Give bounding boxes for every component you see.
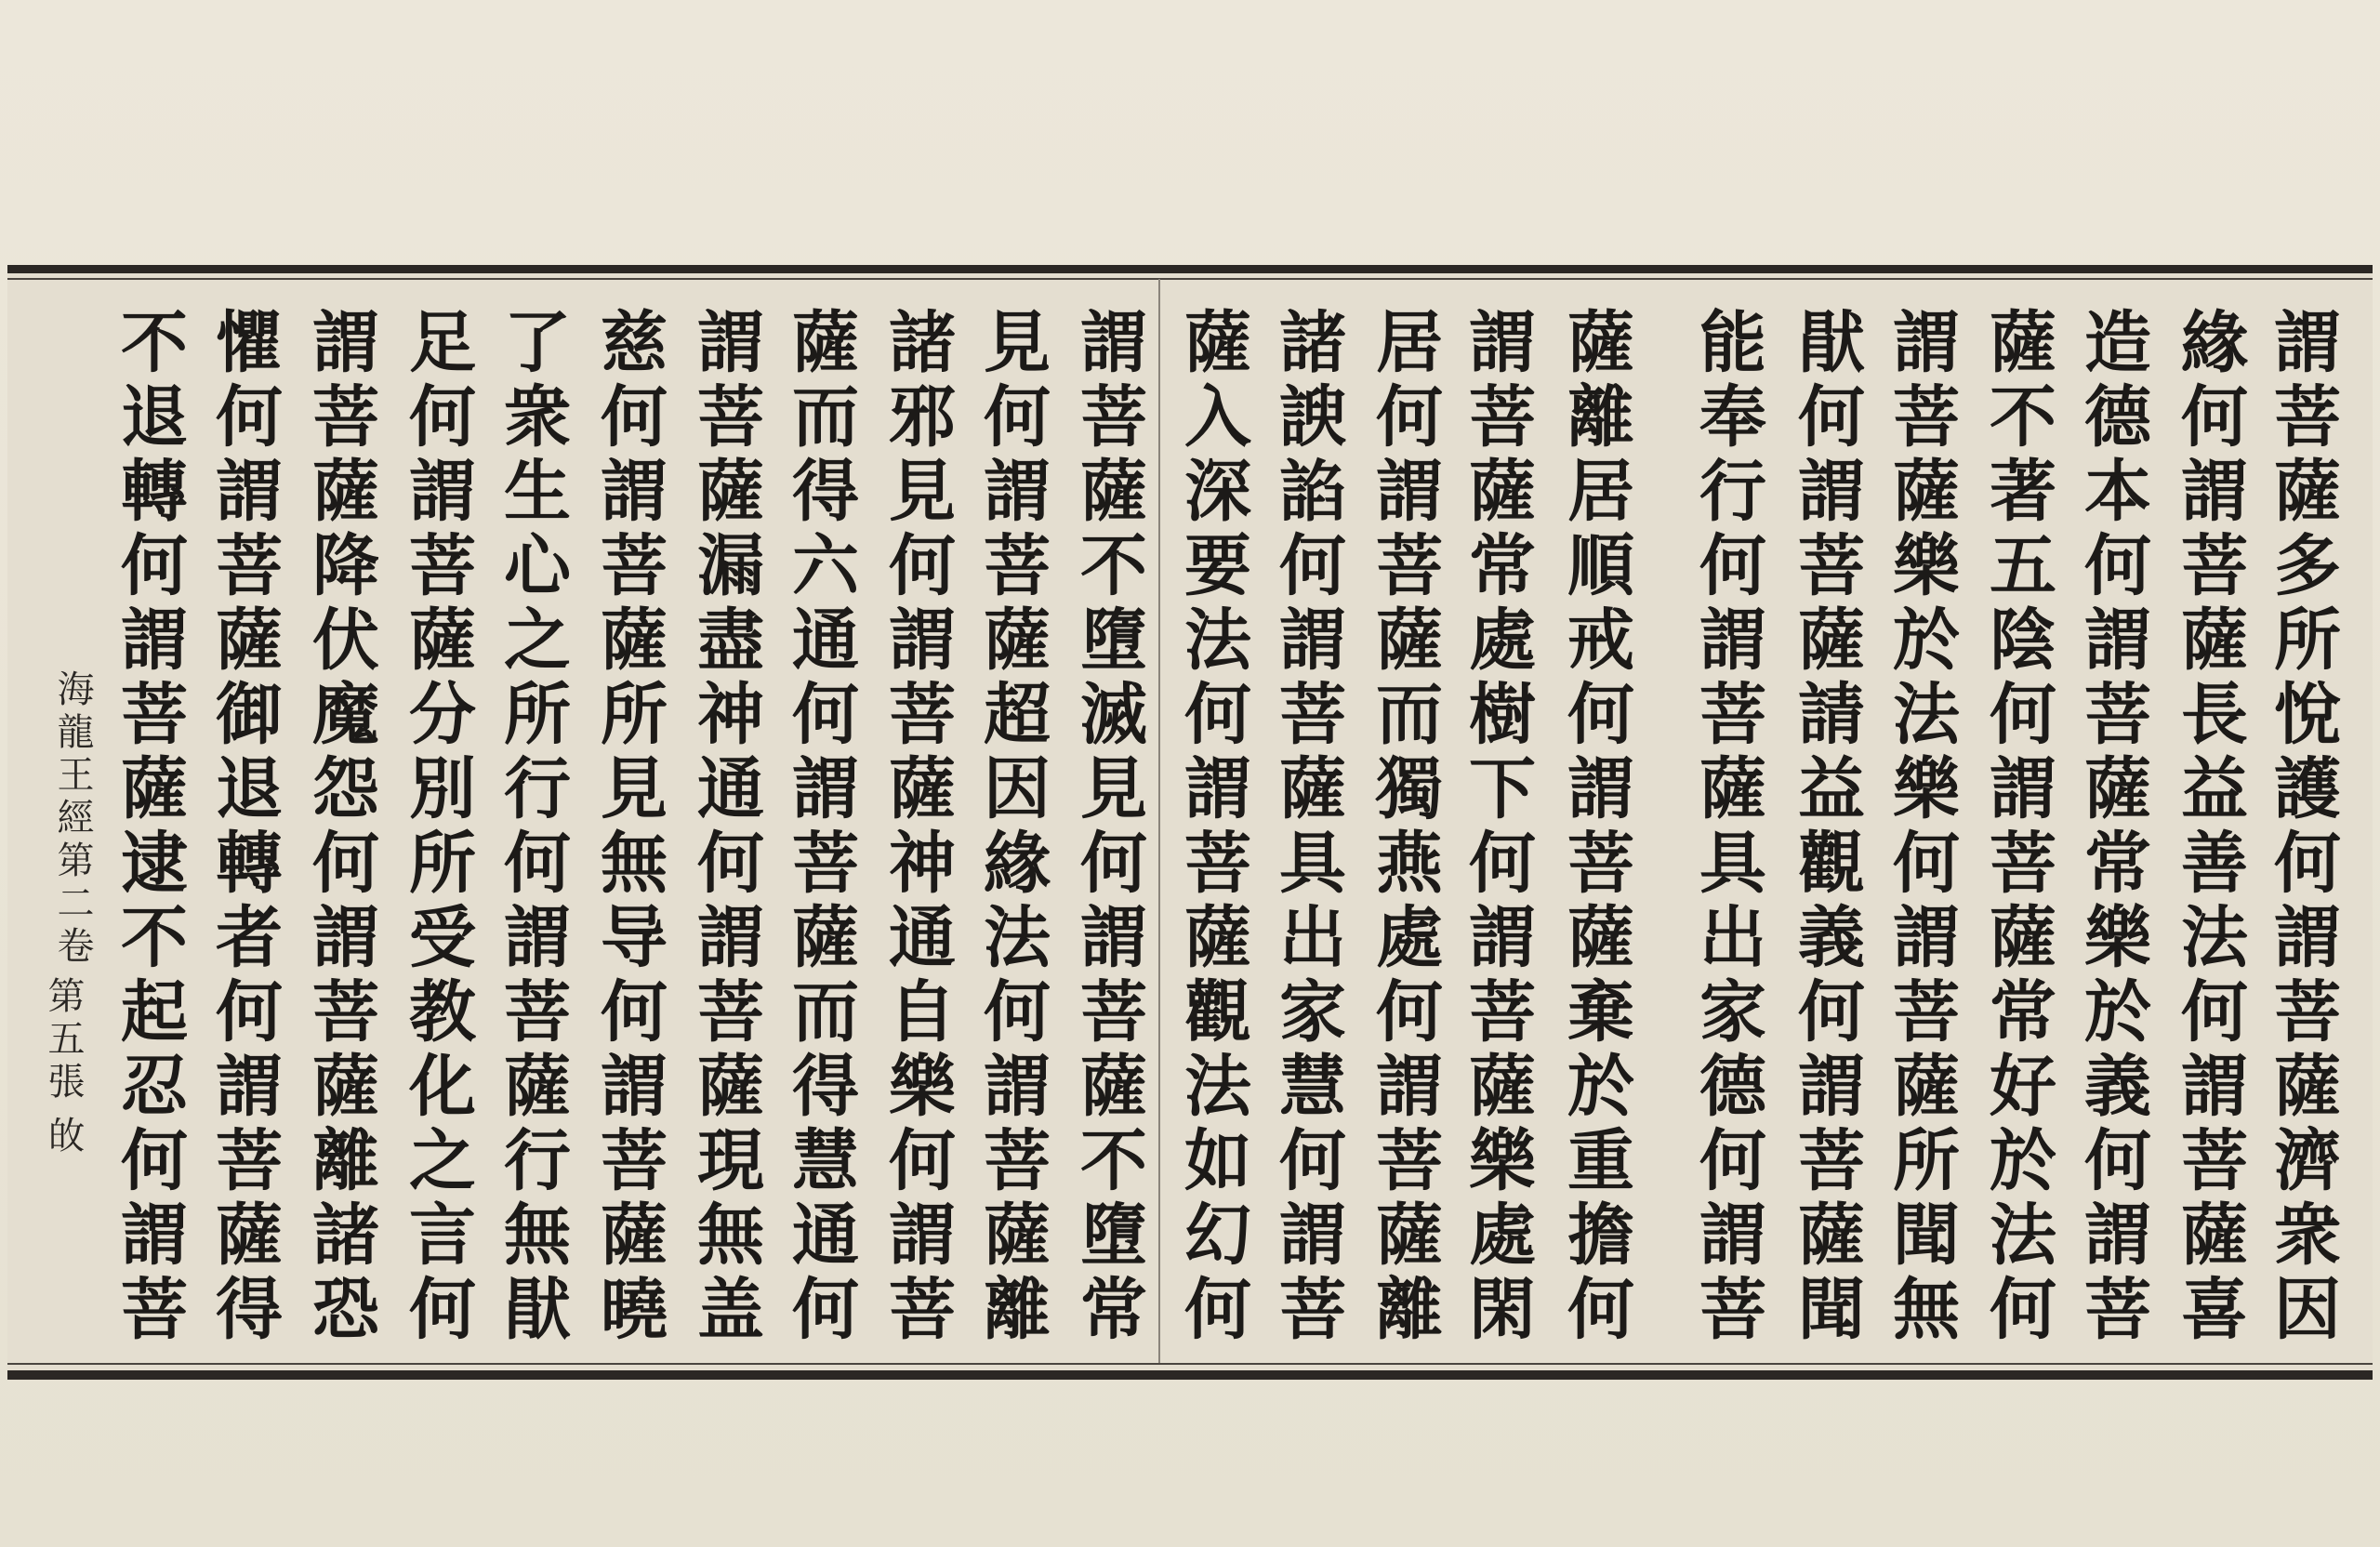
text-column: 薩離居順戒何謂菩薩棄於重擔何 (1556, 307, 1635, 1348)
bottom-border-inner-rule (7, 1363, 2373, 1365)
text-column: 了衆生心之所行何謂菩薩行無猒 (493, 307, 572, 1348)
text-column: 謂菩薩多所悅護何謂菩薩濟衆因 (2263, 307, 2342, 1348)
text-column: 薩不著五陰何謂菩薩常好於法何 (1978, 307, 2057, 1348)
text-column: 謂菩薩降伏魔怨何謂菩薩離諸恐 (301, 307, 380, 1348)
top-border-rule (7, 265, 2373, 273)
text-column: 懼何謂菩薩御退轉者何謂菩薩得 (205, 307, 284, 1348)
colophon-carver: 敀 (42, 1116, 85, 1158)
text-column: 薩入深要法何謂菩薩觀法如幻何 (1173, 307, 1252, 1348)
text-column: 造德本何謂菩薩常樂於義何謂菩 (2073, 307, 2152, 1348)
text-column: 居何謂菩薩而獨燕處何謂菩薩離 (1365, 307, 1444, 1348)
text-column: 諸邪見何謂菩薩神通自樂何謂菩 (878, 307, 957, 1348)
text-column: 諸諛諂何謂菩薩具出家慧何謂菩 (1268, 307, 1347, 1348)
text-column: 慈何謂菩薩所見無导何謂菩薩曉 (589, 307, 668, 1348)
text-column: 緣何謂菩薩長益善法何謂菩薩喜 (2170, 307, 2249, 1348)
bottom-border-rule (7, 1370, 2373, 1380)
colophon-sheet-number: 第五張 (42, 976, 85, 1104)
text-column: 謂菩薩漏盡神通何謂菩薩現無盖 (686, 307, 765, 1348)
text-column: 謂菩薩不墮滅見何謂菩薩不墮常 (1069, 307, 1148, 1348)
text-column: 猒何謂菩薩請益觀義何謂菩薩聞 (1787, 307, 1866, 1348)
text-column: 謂菩薩樂於法樂何謂菩薩所聞無 (1882, 307, 1961, 1348)
text-column: 謂菩薩常處樹下何謂菩薩樂處閑 (1458, 307, 1537, 1348)
text-column: 薩而得六通何謂菩薩而得慧通何 (781, 307, 860, 1348)
text-column: 見何謂菩薩超因緣法何謂菩薩離 (972, 307, 1051, 1348)
center-fold-line (1158, 279, 1160, 1363)
text-column: 能奉行何謂菩薩具出家德何謂菩 (1688, 307, 1767, 1348)
colophon-title: 海龍王經第二卷 (51, 669, 94, 969)
text-column: 不退轉何謂菩薩逮不起忍何謂菩 (110, 307, 189, 1348)
top-border-inner-rule (7, 278, 2373, 280)
text-column: 足何謂菩薩分別所受教化之言何 (398, 307, 477, 1348)
